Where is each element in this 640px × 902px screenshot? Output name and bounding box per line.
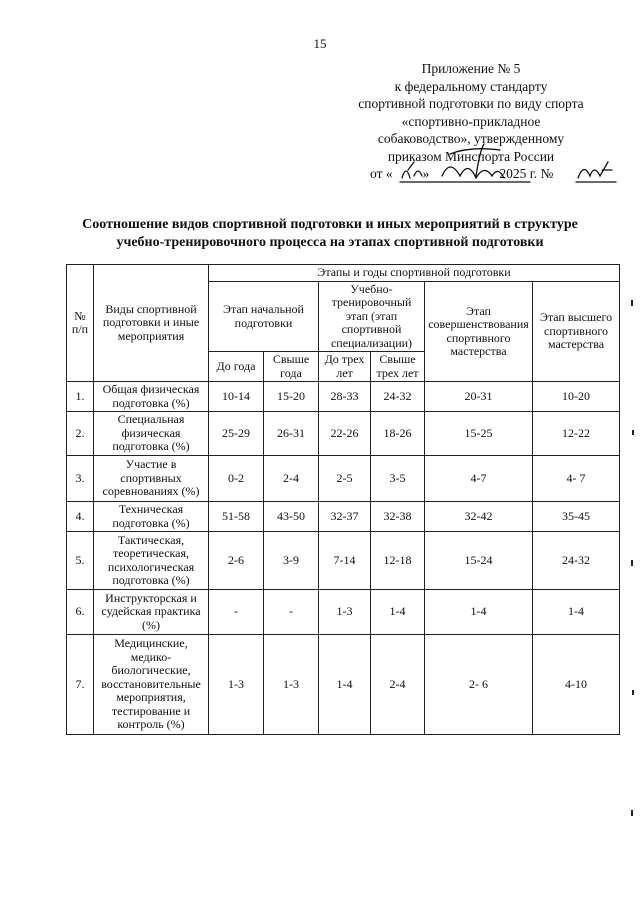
row-value: 20-31 — [425, 382, 533, 412]
table-row — [67, 635, 620, 735]
header-kind: Виды спортивной подготовки и иные мероприятия — [94, 265, 209, 382]
table-row — [67, 456, 620, 502]
annex-line: собаководство», утвержденному — [377, 131, 565, 146]
row-value: 15-20 — [264, 382, 319, 412]
row-value: 15-24 — [425, 532, 533, 590]
header-number: № п/п — [67, 265, 94, 382]
header-stage-training: Учебно-тренировочный этап (этап спортивной специализации) — [319, 282, 425, 352]
subheader-under-year: До года — [209, 352, 264, 382]
row-value: 1-4 — [425, 590, 533, 635]
row-number: 7. — [67, 635, 94, 735]
row-value: 51-58 — [209, 502, 264, 532]
header-stage-improvement: Этап совершенствования спортивного мастерства — [425, 282, 533, 382]
subheader-over-three: Свыше трех лет — [371, 352, 425, 382]
scan-edge-mark — [632, 430, 634, 435]
row-kind: Тактическая, теоретическая, психологическая подготовка (%) — [94, 532, 209, 590]
header-stages-group: Этапы и годы спортивной подготовки — [209, 265, 620, 282]
row-value: 12-22 — [533, 412, 620, 456]
row-value: 22-26 — [319, 412, 371, 456]
training-ratio-table — [66, 264, 620, 735]
row-value: - — [209, 590, 264, 635]
annex-line: спортивной подготовки по виду спорта — [358, 96, 584, 111]
row-value: 2-4 — [264, 456, 319, 502]
row-value: 4-10 — [533, 635, 620, 735]
row-value: 1-3 — [264, 635, 319, 735]
subheader-under-three: До трех лет — [319, 352, 371, 382]
row-value: 10-20 — [533, 382, 620, 412]
row-kind: Участие в спортивных соревнованиях (%) — [94, 456, 209, 502]
row-number: 1. — [67, 382, 94, 412]
row-value: - — [264, 590, 319, 635]
row-number: 4. — [67, 502, 94, 532]
row-value: 12-18 — [371, 532, 425, 590]
row-value: 24-32 — [371, 382, 425, 412]
table-row — [67, 412, 620, 456]
row-value: 1-4 — [319, 635, 371, 735]
row-value: 15-25 — [425, 412, 533, 456]
title-line: Соотношение видов спортивной подготовки и иных мероприятий в структуре — [82, 217, 578, 232]
row-value: 10-14 — [209, 382, 264, 412]
row-value: 35-45 — [533, 502, 620, 532]
row-value: 1-4 — [533, 590, 620, 635]
row-value: 1-4 — [371, 590, 425, 635]
annex-date-line — [340, 165, 602, 183]
row-kind: Общая физическая подготовка (%) — [94, 382, 209, 412]
row-value: 18-26 — [371, 412, 425, 456]
row-value: 25-29 — [209, 412, 264, 456]
row-value: 1-3 — [209, 635, 264, 735]
row-value: 4- 7 — [533, 456, 620, 502]
annex-line: к федеральному стандарту — [394, 78, 548, 94]
date-mid: » — [422, 166, 430, 181]
row-kind: Техническая подготовка (%) — [94, 502, 209, 532]
page-number: 15 — [313, 36, 327, 51]
row-value: 2-6 — [209, 532, 264, 590]
row-number: 5. — [67, 532, 94, 590]
row-value: 24-32 — [533, 532, 620, 590]
row-value: 4-7 — [425, 456, 533, 502]
row-value: 3-9 — [264, 532, 319, 590]
annex-line: «спортивно-прикладное — [401, 113, 541, 129]
table-row — [67, 532, 620, 590]
row-value: 0-2 — [209, 456, 264, 502]
header-stage-highest: Этап высшего спортивного мастерства — [533, 282, 620, 382]
table-row — [67, 382, 620, 412]
scan-edge-mark — [632, 690, 634, 695]
row-kind: Инструкторская и судейская практика (%) — [94, 590, 209, 635]
row-value: 32-42 — [425, 502, 533, 532]
scan-edge-mark — [631, 810, 633, 816]
row-value: 1-3 — [319, 590, 371, 635]
row-number: 6. — [67, 590, 94, 635]
row-value: 2- 6 — [425, 635, 533, 735]
row-number: 2. — [67, 412, 94, 456]
annex-line: Приложение № 5 — [421, 61, 521, 76]
annex-line: приказом Минспорта России — [387, 148, 555, 164]
scan-edge-mark — [631, 560, 633, 566]
title-line: учебно-тренировочного процесса на этапах спортивной подготовки — [116, 235, 544, 250]
row-value: 2-4 — [371, 635, 425, 735]
date-prefix: от « — [370, 166, 393, 181]
row-value: 2-5 — [319, 456, 371, 502]
row-value: 3-5 — [371, 456, 425, 502]
table-row — [67, 502, 620, 532]
table-row — [67, 590, 620, 635]
row-value: 28-33 — [319, 382, 371, 412]
row-value: 32-37 — [319, 502, 371, 532]
subheader-over-year: Свыше года — [264, 352, 319, 382]
scan-edge-mark — [631, 300, 633, 306]
header-stage-initial: Этап начальной подготовки — [209, 282, 319, 352]
row-kind: Специальная физическая подготовка (%) — [94, 412, 209, 456]
row-kind: Медицинские, медико-биологические, восстановительные мероприятия, тестирование и контроль (%) — [94, 635, 209, 735]
row-value: 43-50 — [264, 502, 319, 532]
row-value: 7-14 — [319, 532, 371, 590]
row-number: 3. — [67, 456, 94, 502]
row-value: 32-38 — [371, 502, 425, 532]
row-value: 26-31 — [264, 412, 319, 456]
year-text: 2025 г. № — [499, 166, 554, 181]
annex-header — [340, 60, 602, 183]
document-title — [64, 216, 596, 252]
